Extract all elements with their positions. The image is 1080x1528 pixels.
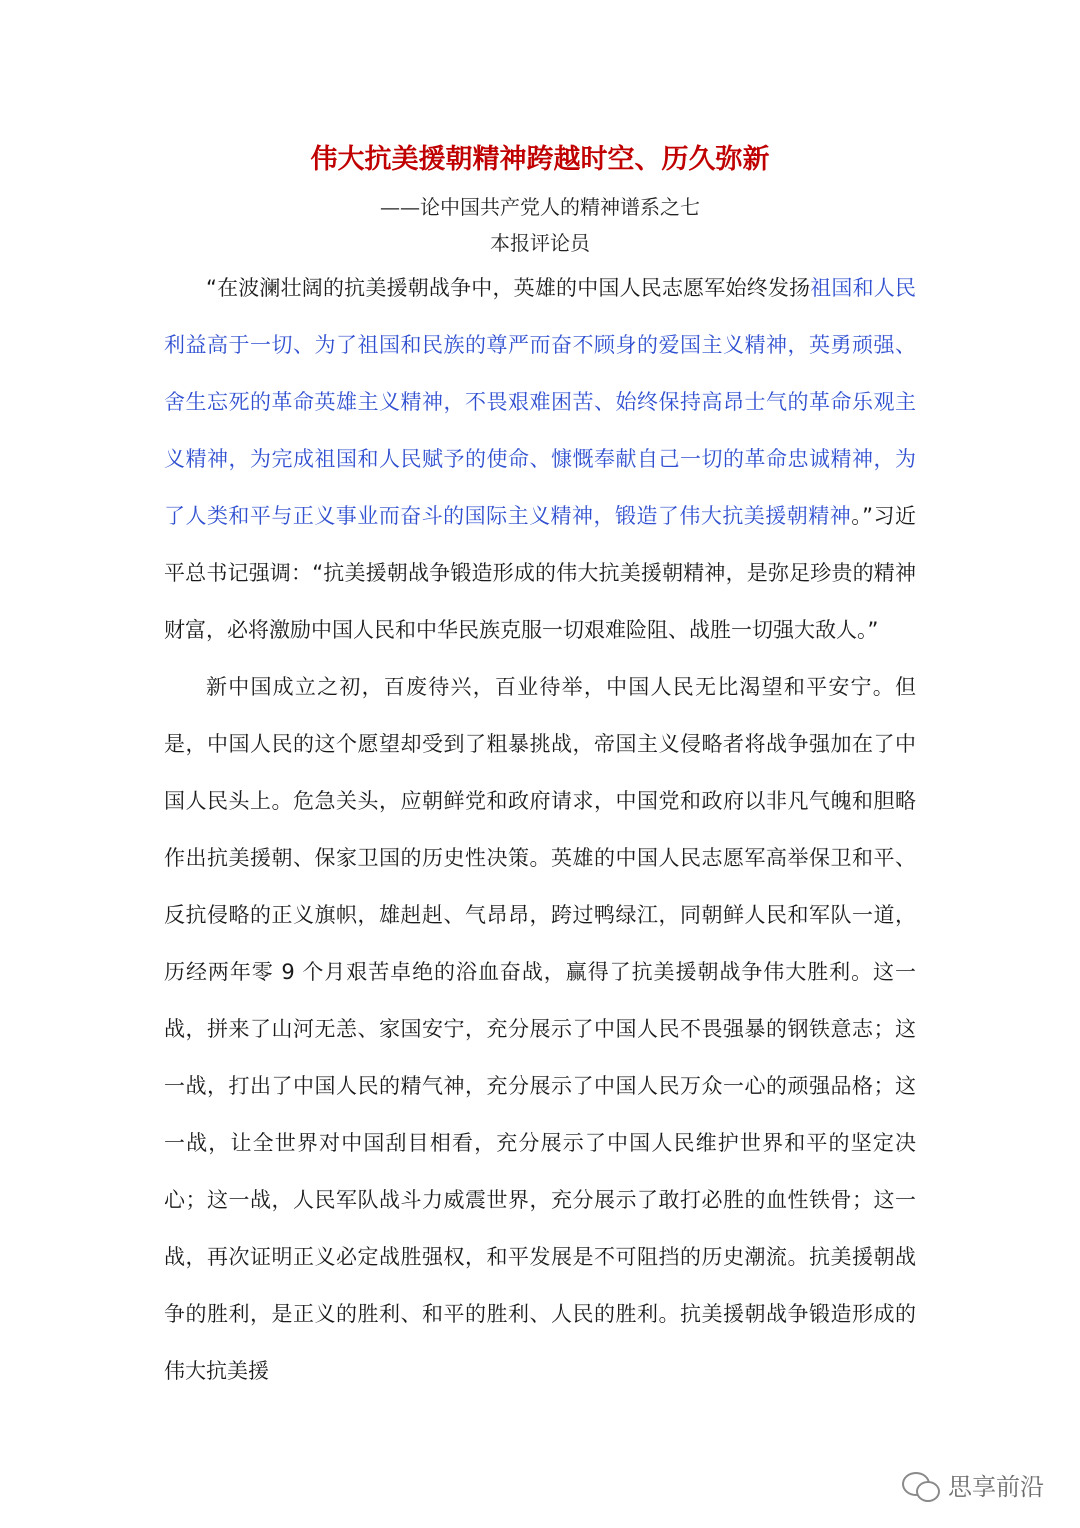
paragraph-2: 新中国成立之初，百废待兴，百业待举，中国人民无比渴望和平安宁。但是，中国人民的这个愿望却受到了粗暴挑战，帝国主义侵略者将战争强加在了中国人民头上。危急关头，应朝鲜党和政府请求，中国党和政府以非凡气魄和胆略作出抗美援朝、保家卫国的历史性决策。英雄的中国人民志愿军高举保卫和平、反抗侵略的正义旗帜，雄赳赳、气昂昂，跨过鸭绿江，同朝鲜人民和军队一道，历经两年零 9 个月艰苦卓绝的浴血奋战，赢得了抗美援朝战争伟大胜利。这一战，拼来了山河无恙、家国安宁，充分展示了中国人民不畏强暴的钢铁意志；这一战，打出了中国人民的精气神，充分展示了中国人民万众一心的顽强品格；这一战，让全世界对中国刮目相看，充分展示了中国人民维护世界和平的坚定决心；这一战，人民军队战斗力威震世界，充分展示了敢打必胜的血性铁骨；这一战，再次证明正义必定战胜强权，和平发展是不可阻挡的历史潮流。抗美援朝战争的胜利，是正义的胜利、和平的胜利、人民的胜利。抗美援朝战争锻造形成的伟大抗美援 xyxy=(164,675,916,1383)
paragraph-1-lead: “在波澜壮阔的抗美援朝战争中，英雄的中国人民志愿军始终发扬 xyxy=(206,276,811,300)
wechat-icon xyxy=(902,1470,940,1500)
article-title: 伟大抗美援朝精神跨越时空、历久弥新 xyxy=(310,144,770,175)
article-byline: 本报评论员 xyxy=(490,231,590,255)
article xyxy=(164,140,916,1400)
paragraph-1 xyxy=(164,260,916,659)
paragraph-1-tail: 。”习近平总书记强调：“抗美援朝战争锻造形成的伟大抗美援朝精神，是弥足珍贵的精神财富，必将激励中国人民和中华民族克服一切艰难险阻、战胜一切强大敌人。” xyxy=(164,504,916,642)
paragraph-1-highlight: 祖国和人民利益高于一切、为了祖国和民族的尊严而奋不顾身的爱国主义精神，英勇顽强、舍生忘死的革命英雄主义精神，不畏艰难困苦、始终保持高昂士气的革命乐观主义精神，为完成祖国和人民赋予的使命、慷慨奉献自己一切的革命忠诚精神，为了人类和平与正义事业而奋斗的国际主义精神，锻造了伟大抗美援朝精神 xyxy=(164,276,916,528)
watermark-text: 思享前沿 xyxy=(948,1473,1044,1501)
watermark xyxy=(902,1467,1044,1502)
article-subtitle: ——论中国共产党人的精神谱系之七 xyxy=(380,195,700,219)
